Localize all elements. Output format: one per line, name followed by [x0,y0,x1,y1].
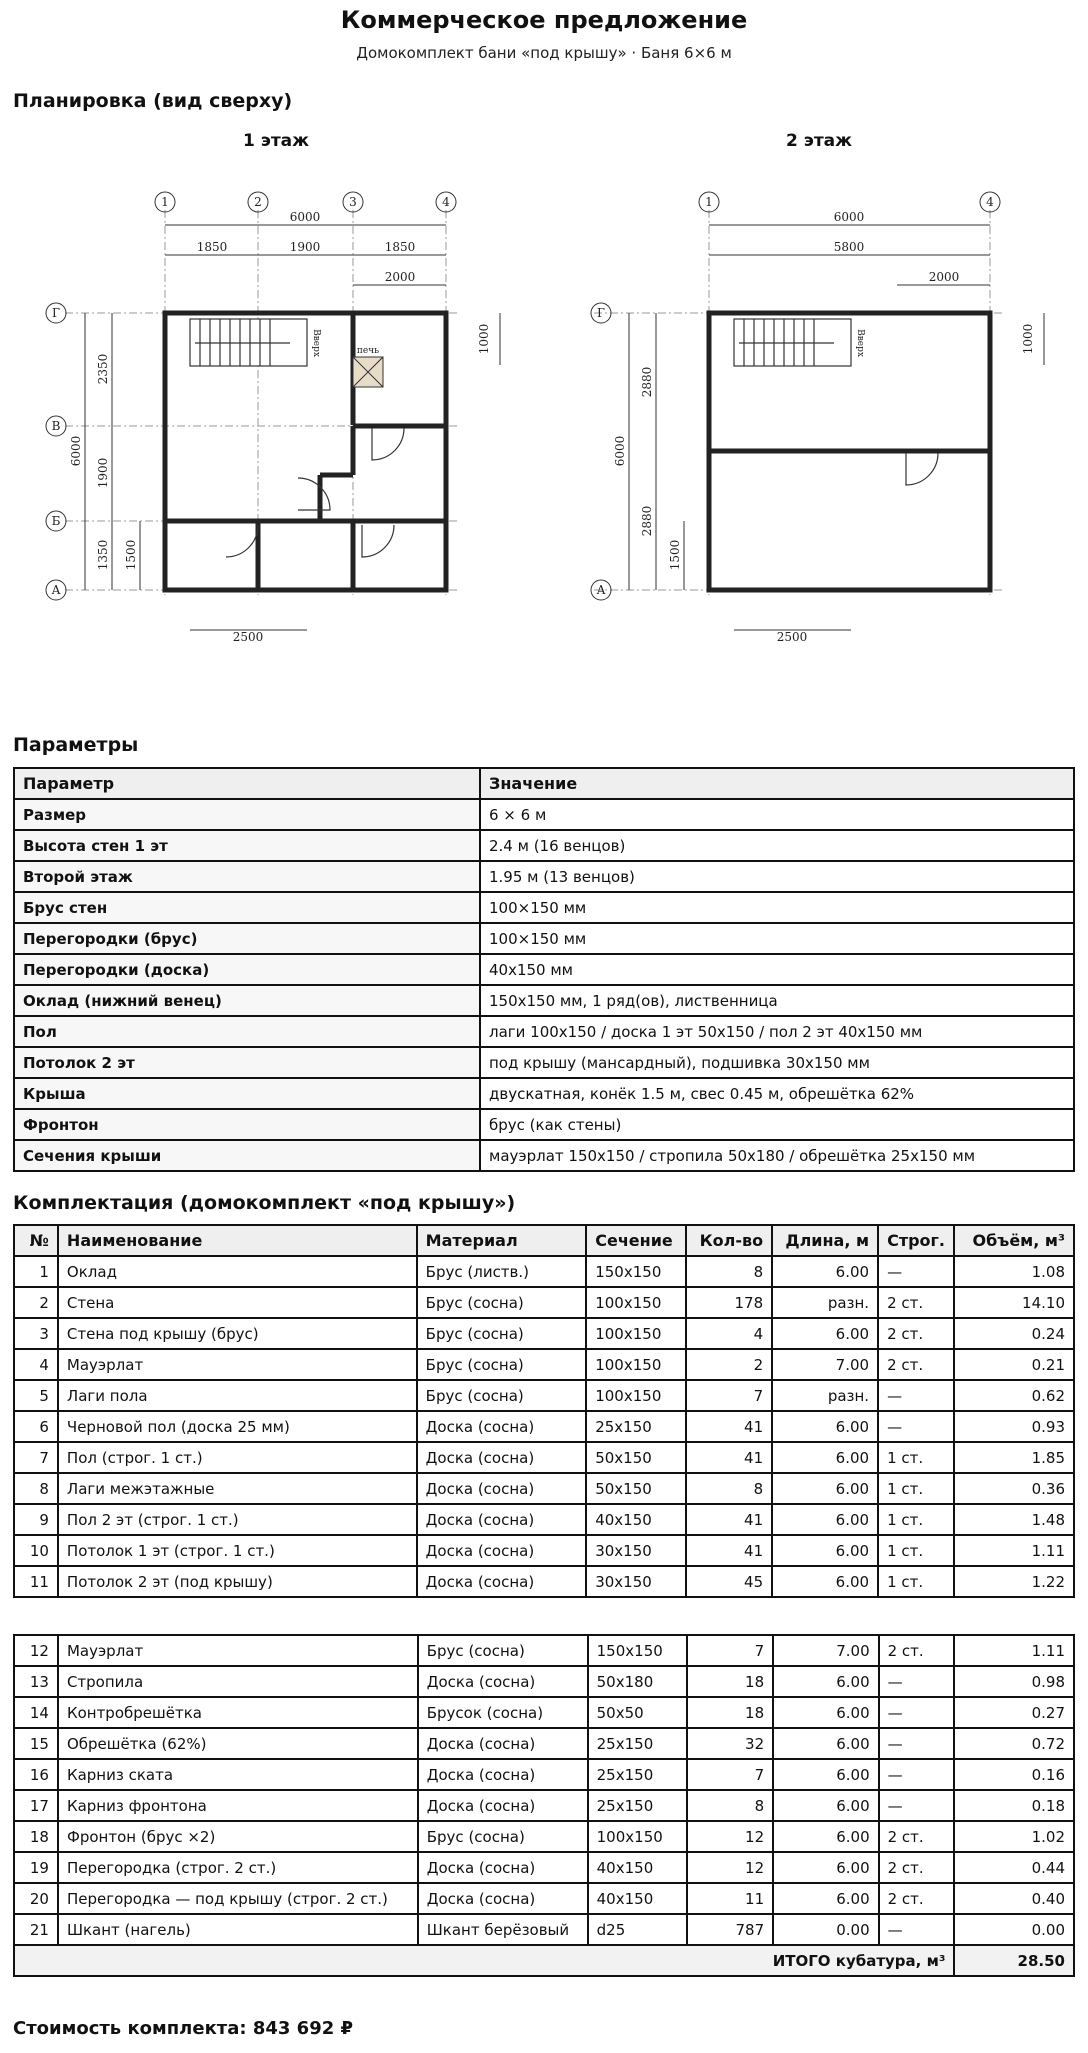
axis-label: 1 [705,195,713,209]
col-name: Перегородка — под крышу (строг. 2 ст.) [58,1883,418,1914]
col-name: Шкант (нагель) [58,1914,418,1945]
dim-label: 1850 [196,240,228,254]
param-value: мауэрлат 150x150 / стропила 50x180 / обрешётка 25x150 мм [480,1140,1074,1171]
col-section: 100x150 [586,1287,686,1318]
col-material: Брус (листв.) [417,1256,587,1287]
col-qty: 41 [686,1411,772,1442]
table-row [14,1442,1074,1473]
param-value: 150x150 мм, 1 ряд(ов), лиственница [480,985,1074,1016]
col-qty: 178 [686,1287,772,1318]
col-material: Шкант берёзовый [418,1914,588,1945]
col-length: 6.00 [773,1666,879,1697]
col-num: 15 [14,1728,58,1759]
col-name: Пол 2 эт (строг. 1 ст.) [58,1504,417,1535]
col-material: Брус (сосна) [417,1287,587,1318]
items-table-continued [13,1634,1075,1977]
column-header: № [14,1225,58,1256]
table-row [14,1504,1074,1535]
column-header: Значение [480,768,1074,799]
dim-label: 2000 [928,270,960,284]
table-row [14,1411,1074,1442]
col-volume: 0.40 [954,1883,1074,1914]
col-planing: 2 ст. [879,1852,955,1883]
param-value: 100×150 мм [480,892,1074,923]
col-planing: — [878,1411,954,1442]
param-name: Размер [14,799,480,830]
col-num: 11 [14,1566,58,1597]
table-row [14,1287,1074,1318]
col-volume: 1.48 [954,1504,1074,1535]
table-header-row [14,768,1074,799]
col-qty: 41 [686,1504,772,1535]
col-planing: — [879,1759,955,1790]
table-row [14,1852,1074,1883]
col-section: 25x150 [586,1411,686,1442]
param-value: 100×150 мм [480,923,1074,954]
col-section: 100x150 [588,1821,688,1852]
col-qty: 787 [687,1914,773,1945]
param-value: брус (как стены) [480,1109,1074,1140]
col-length: 6.00 [772,1473,878,1504]
col-volume: 0.21 [954,1349,1074,1380]
col-name: Потолок 2 эт (под крышу) [58,1566,417,1597]
col-length: 0.00 [773,1914,879,1945]
col-num: 8 [14,1473,58,1504]
table-header-row [14,1225,1074,1256]
table-row [14,799,1074,830]
col-length: 6.00 [772,1535,878,1566]
param-name: Фронтон [14,1109,480,1140]
col-section: 50x150 [586,1473,686,1504]
col-length: 6.00 [772,1504,878,1535]
col-material: Доска (сосна) [417,1473,587,1504]
col-material: Брус (сосна) [417,1380,587,1411]
table-row [14,1535,1074,1566]
col-material: Брус (сосна) [417,1318,587,1349]
col-qty: 7 [687,1759,773,1790]
param-name: Высота стен 1 эт [14,830,480,861]
params-table [13,767,1075,1172]
col-section: 50x180 [588,1666,688,1697]
param-name: Перегородки (доска) [14,954,480,985]
col-material: Брусок (сосна) [418,1697,588,1728]
table-row [14,1318,1074,1349]
param-value: 2.4 м (16 венцов) [480,830,1074,861]
total-row [14,1945,1074,1976]
col-qty: 41 [686,1442,772,1473]
col-volume: 0.62 [954,1380,1074,1411]
col-num: 13 [14,1666,58,1697]
col-qty: 11 [687,1883,773,1914]
table-row [14,1821,1074,1852]
col-material: Доска (сосна) [417,1566,587,1597]
col-planing: 2 ст. [879,1883,955,1914]
col-material: Брус (сосна) [418,1821,588,1852]
col-length: 6.00 [772,1256,878,1287]
items-table [13,1224,1075,1598]
col-material: Доска (сосна) [418,1728,588,1759]
column-header: Объём, м³ [954,1225,1074,1256]
col-name: Фронтон (брус ×2) [58,1821,418,1852]
col-section: d25 [588,1914,688,1945]
table-row [14,923,1074,954]
col-material: Доска (сосна) [417,1504,587,1535]
col-section: 25x150 [588,1759,688,1790]
axis-label: А [51,583,61,597]
col-planing: — [879,1728,955,1759]
table-row [14,1759,1074,1790]
param-name: Второй этаж [14,861,480,892]
col-planing: 2 ст. [878,1287,954,1318]
dim-label: 2500 [776,630,808,644]
col-qty: 8 [686,1256,772,1287]
col-length: 6.00 [772,1318,878,1349]
col-planing: 2 ст. [878,1318,954,1349]
col-volume: 1.02 [954,1821,1074,1852]
axis-label: 1 [161,195,169,209]
dim-label: 1500 [668,539,682,571]
stove-label: печь [356,346,380,356]
table-row [14,1016,1074,1047]
col-length: 6.00 [773,1728,879,1759]
col-planing: 2 ст. [878,1349,954,1380]
axis-label: 4 [442,195,450,209]
col-length: 7.00 [773,1635,879,1666]
col-section: 150x150 [586,1256,686,1287]
col-planing: 2 ст. [879,1635,955,1666]
table-row [14,830,1074,861]
col-num: 19 [14,1852,58,1883]
col-volume: 0.44 [954,1852,1074,1883]
axis-label: Г [597,306,605,320]
axis-label: В [51,419,61,433]
param-value: 40x150 мм [480,954,1074,985]
col-section: 100x150 [586,1318,686,1349]
col-name: Карниз фронтона [58,1790,418,1821]
col-volume: 1.08 [954,1256,1074,1287]
col-length: 7.00 [772,1349,878,1380]
col-volume: 0.36 [954,1473,1074,1504]
col-name: Стропила [58,1666,418,1697]
col-qty: 2 [686,1349,772,1380]
document-title: Коммерческое предложение [340,6,748,34]
total-cost: Стоимость комплекта: 843 692 ₽ [13,2018,354,2039]
items-heading: Комплектация (домокомплект «под крышу») [13,1192,516,1214]
col-planing: — [879,1790,955,1821]
col-volume: 1.11 [954,1635,1074,1666]
col-volume: 0.00 [954,1914,1074,1945]
col-qty: 4 [686,1318,772,1349]
col-material: Брус (сосна) [417,1349,587,1380]
table-row [14,985,1074,1016]
axis-label: 3 [349,195,357,209]
table-row [14,1914,1074,1945]
col-section: 100x150 [586,1380,686,1411]
col-section: 50x150 [586,1442,686,1473]
col-num: 5 [14,1380,58,1411]
col-volume: 14.10 [954,1287,1074,1318]
dim-label: 1500 [124,539,138,571]
col-name: Стена под крышу (брус) [58,1318,417,1349]
dim-label: 1850 [384,240,416,254]
dim-label: 6000 [833,210,865,224]
table-row [14,1728,1074,1759]
col-planing: 1 ст. [878,1473,954,1504]
axis-label: Б [51,514,61,528]
col-material: Доска (сосна) [417,1535,587,1566]
table-row [14,1473,1074,1504]
total-label: ИТОГО кубатура, м³ [14,1945,954,1976]
col-material: Доска (сосна) [418,1852,588,1883]
column-header: Параметр [14,768,480,799]
table-row [14,1697,1074,1728]
dim-label: 2880 [640,366,654,398]
params-heading: Параметры [13,734,139,756]
stair-label: Вверх [855,329,865,357]
column-header: Материал [417,1225,587,1256]
col-qty: 18 [687,1697,773,1728]
col-volume: 1.85 [954,1442,1074,1473]
col-name: Черновой пол (доска 25 мм) [58,1411,417,1442]
col-name: Лаги пола [58,1380,417,1411]
table-row [14,892,1074,923]
col-length: 6.00 [772,1442,878,1473]
col-section: 40x150 [588,1883,688,1914]
dim-label: 1350 [96,539,110,571]
column-header: Кол-во [686,1225,772,1256]
col-qty: 8 [686,1473,772,1504]
col-volume: 0.16 [954,1759,1074,1790]
col-qty: 7 [686,1380,772,1411]
col-name: Обрешётка (62%) [58,1728,418,1759]
col-volume: 0.18 [954,1790,1074,1821]
table-row [14,954,1074,985]
axis-label: 4 [986,195,994,209]
param-name: Потолок 2 эт [14,1047,480,1078]
col-volume: 0.27 [954,1697,1074,1728]
total-value: 28.50 [954,1945,1074,1976]
col-num: 7 [14,1442,58,1473]
col-planing: 1 ст. [878,1566,954,1597]
col-volume: 0.24 [954,1318,1074,1349]
dim-label: 2500 [232,630,264,644]
col-qty: 7 [687,1635,773,1666]
col-qty: 12 [687,1821,773,1852]
col-length: 6.00 [772,1566,878,1597]
col-num: 10 [14,1535,58,1566]
col-name: Мауэрлат [58,1349,417,1380]
col-planing: 1 ст. [878,1504,954,1535]
col-section: 25x150 [588,1728,688,1759]
col-name: Оклад [58,1256,417,1287]
dim-label: 2350 [96,353,110,385]
table-row [14,1349,1074,1380]
dim-label: 6000 [289,210,321,224]
floor2-title: 2 этаж [786,131,853,151]
col-planing: 2 ст. [879,1821,955,1852]
col-qty: 18 [687,1666,773,1697]
col-planing: — [878,1380,954,1411]
param-name: Пол [14,1016,480,1047]
col-num: 1 [14,1256,58,1287]
col-material: Доска (сосна) [418,1666,588,1697]
column-header: Строг. [878,1225,954,1256]
axis-label: А [596,583,606,597]
param-name: Брус стен [14,892,480,923]
col-volume: 0.98 [954,1666,1074,1697]
dim-label: 6000 [613,435,627,467]
table-row [14,1078,1074,1109]
col-planing: 1 ст. [878,1442,954,1473]
dim-label: 1000 [477,323,491,355]
col-num: 14 [14,1697,58,1728]
dim-label: 5800 [833,240,865,254]
col-section: 50x50 [588,1697,688,1728]
dim-label: 6000 [69,435,83,467]
col-name: Стена [58,1287,417,1318]
col-num: 6 [14,1411,58,1442]
table-row [14,1380,1074,1411]
col-volume: 1.11 [954,1535,1074,1566]
table-row [14,861,1074,892]
table-row [14,1256,1074,1287]
table-row [14,1883,1074,1914]
col-volume: 0.93 [954,1411,1074,1442]
plan-heading: Планировка (вид сверху) [13,90,293,112]
floor1-title: 1 этаж [243,131,310,151]
dim-label: 1900 [289,240,321,254]
document-header [0,6,1088,64]
param-value: 6 × 6 м [480,799,1074,830]
col-num: 21 [14,1914,58,1945]
param-name: Оклад (нижний венец) [14,985,480,1016]
col-planing: — [879,1697,955,1728]
col-section: 30x150 [586,1566,686,1597]
col-section: 100x150 [586,1349,686,1380]
table-row [14,1109,1074,1140]
col-length: 6.00 [773,1852,879,1883]
col-num: 18 [14,1821,58,1852]
param-value: 1.95 м (13 венцов) [480,861,1074,892]
col-num: 12 [14,1635,58,1666]
floor1-plan [0,125,544,645]
col-length: 6.00 [772,1411,878,1442]
table-row [14,1790,1074,1821]
table-row [14,1047,1074,1078]
col-material: Доска (сосна) [417,1442,587,1473]
col-num: 9 [14,1504,58,1535]
col-qty: 8 [687,1790,773,1821]
table-row [14,1635,1074,1666]
table-row [14,1666,1074,1697]
col-qty: 32 [687,1728,773,1759]
col-material: Доска (сосна) [418,1883,588,1914]
col-num: 20 [14,1883,58,1914]
col-material: Доска (сосна) [418,1759,588,1790]
col-section: 40x150 [588,1852,688,1883]
col-material: Брус (сосна) [418,1635,588,1666]
col-length: разн. [772,1380,878,1411]
col-section: 150x150 [588,1635,688,1666]
axis-label: 2 [254,195,262,209]
col-length: 6.00 [773,1759,879,1790]
col-length: 6.00 [773,1883,879,1914]
param-name: Крыша [14,1078,480,1109]
col-name: Лаги межэтажные [58,1473,417,1504]
col-planing: — [879,1914,955,1945]
col-name: Контробрешётка [58,1697,418,1728]
param-name: Сечения крыши [14,1140,480,1171]
col-name: Потолок 1 эт (строг. 1 ст.) [58,1535,417,1566]
col-planing: 1 ст. [878,1535,954,1566]
table-row [14,1566,1074,1597]
col-name: Пол (строг. 1 ст.) [58,1442,417,1473]
col-material: Доска (сосна) [417,1411,587,1442]
col-section: 40x150 [586,1504,686,1535]
col-volume: 1.22 [954,1566,1074,1597]
col-qty: 12 [687,1852,773,1883]
dim-label: 1000 [1021,323,1035,355]
col-length: 6.00 [773,1790,879,1821]
axis-label: Г [52,306,60,320]
stair-label: Вверх [311,329,321,357]
col-num: 16 [14,1759,58,1790]
col-planing: — [878,1256,954,1287]
col-name: Карниз ската [58,1759,418,1790]
floor2-plan [544,125,1088,645]
dim-label: 2000 [384,270,416,284]
column-header: Наименование [58,1225,417,1256]
param-value: лаги 100x150 / доска 1 эт 50x150 / пол 2 эт 40x150 мм [480,1016,1074,1047]
dim-label: 1900 [96,457,110,489]
col-num: 2 [14,1287,58,1318]
col-length: разн. [772,1287,878,1318]
col-num: 4 [14,1349,58,1380]
column-header: Длина, м [772,1225,878,1256]
col-planing: — [879,1666,955,1697]
table-row [14,1140,1074,1171]
col-section: 25x150 [588,1790,688,1821]
col-volume: 0.72 [954,1728,1074,1759]
param-name: Перегородки (брус) [14,923,480,954]
col-num: 17 [14,1790,58,1821]
param-value: двускатная, конёк 1.5 м, свес 0.45 м, обрешётка 62% [480,1078,1074,1109]
column-header: Сечение [586,1225,686,1256]
col-section: 30x150 [586,1535,686,1566]
col-name: Перегородка (строг. 2 ст.) [58,1852,418,1883]
col-length: 6.00 [773,1821,879,1852]
dim-label: 2880 [640,505,654,537]
param-value: под крышу (мансардный), подшивка 30x150 мм [480,1047,1074,1078]
col-num: 3 [14,1318,58,1349]
floor-plans [0,125,1088,645]
document-subtitle: Домокомплект бани «под крышу» · Баня 6×6 м [356,44,732,62]
col-qty: 45 [686,1566,772,1597]
col-qty: 41 [686,1535,772,1566]
col-length: 6.00 [773,1697,879,1728]
col-material: Доска (сосна) [418,1790,588,1821]
col-name: Мауэрлат [58,1635,418,1666]
